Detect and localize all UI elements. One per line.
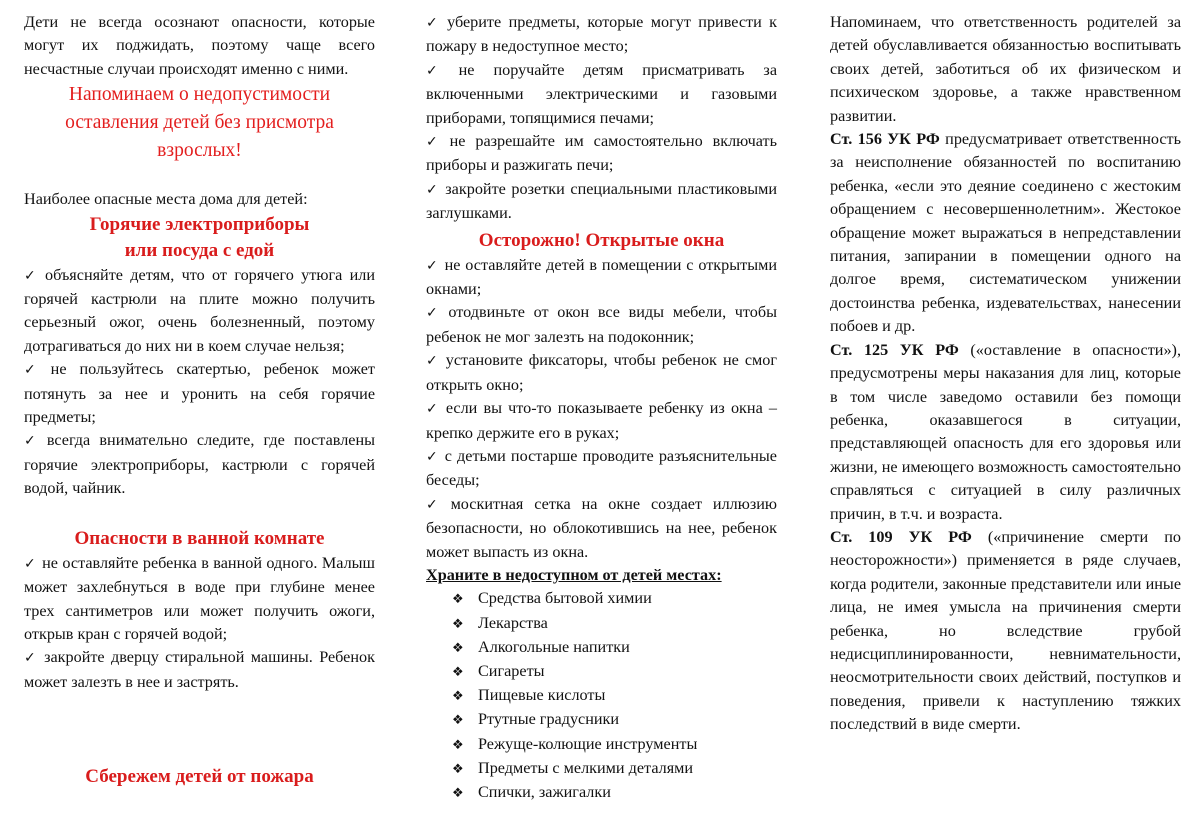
article-109-title: Ст. 109 УК РФ [830, 527, 972, 546]
hot-item: ✓ всегда внимательно следите, где поставлены горячие электроприборы, кастрюли с горячей водой, чайник. [24, 429, 375, 500]
hot-item: ✓ не пользуйтесь скатертью, ребенок может потянуть за нее и уронить на себя горячие предметы; [24, 358, 375, 429]
bath-item: ✓ не оставляйте ребенка в ванной одного. Малыш может захлебнуться в воде при глубине менее трех сантиметров или может получить ожоги, открыв кран с горячей водой; [24, 552, 375, 647]
list-item: ❖ Режуще-колющие инструменты [452, 733, 777, 757]
spacer [24, 165, 375, 188]
list-item: ❖ Ртутные градусники [452, 708, 777, 732]
article-125-text: («оставление в опасности»), предусмотрены меры наказания для лиц, которые в том числе заведомо оставили без помощи ребенка, оказавшегося в ситуации, представляющей опасность для его здоровья или жизни, не имеющего возможность самостоятельно справляться с ситуацией в силу различных причин, в т.ч. и возраста. [830, 340, 1181, 523]
list-item: ❖ Пищевые кислоты [452, 684, 777, 708]
spacer [24, 694, 375, 764]
column-3 [830, 11, 1181, 737]
article-125-title: Ст. 125 УК РФ [830, 340, 959, 359]
diamond-bullet-icon: ❖ [452, 616, 464, 632]
list-item: ❖ Спички, зажигалки [452, 781, 777, 805]
windows-item: ✓ не оставляйте детей в помещении с открытыми окнами; [426, 254, 777, 302]
diamond-bullet-icon: ❖ [452, 761, 464, 777]
list-item: ❖ Алкогольные напитки [452, 636, 777, 660]
windows-heading: Осторожно! Открытые окна [478, 229, 725, 251]
reminder-text: Напоминаем о недопустимости оставления детей без присмотра взрослых! [65, 84, 334, 162]
column-1 [24, 11, 375, 790]
windows-item: ✓ установите фиксаторы, чтобы ребенок не смог открыть окно; [426, 349, 777, 397]
responsibility-text: Напоминаем, что ответственность родителей за детей обуславливается обязанностью воспитывать своих детей, заботиться об их физическом и психическом здоровье, а также нравственном развитии. [830, 13, 1181, 125]
fire-item: ✓ уберите предметы, которые могут привести к пожару в недоступное место; [426, 11, 777, 59]
article-125 [830, 339, 1181, 526]
spacer [24, 501, 375, 524]
article-109-text: («причинение смерти по неосторожности») применяется в ряде случаев, когда родители, законные представители или иные лица, не имея умысла на причинения смерти ребенка, но вследствие грубой недисциплинированности, невнимательности, неосмотрительности своих действий, поступков и поведения, привели к наступлению тяжких последствий в виде смерти. [830, 527, 1181, 734]
hot-item: ✓ объясняйте детям, что от горячего утюга или горячей кастрюли на плите можно получить серьезный ожог, очень болезненный, поэтому дотрагиваться до них ни в коем случае нельзя; [24, 264, 375, 359]
bath-heading: Опасности в ванной комнате [74, 527, 325, 549]
hot-heading-line-1: Горячие электроприборы [89, 213, 310, 235]
windows-item: ✓ с детьми постарше проводите разъяснительные беседы; [426, 445, 777, 493]
list-item: ❖ Предметы с мелкими деталями [452, 757, 777, 781]
fire-heading: Сбережем детей от пожара [85, 766, 314, 788]
store-list [426, 587, 777, 805]
diamond-bullet-icon: ❖ [452, 664, 464, 680]
article-156-title: Ст. 156 УК РФ [830, 130, 940, 149]
diamond-bullet-icon: ❖ [452, 785, 464, 801]
diamond-bullet-icon: ❖ [452, 592, 464, 608]
diamond-bullet-icon: ❖ [452, 713, 464, 729]
fire-item: ✓ не поручайте детям присматривать за включенными электрическими и газовыми приборами, топящимися печами; [426, 59, 777, 130]
store-heading: Храните в недоступном от детей местах: [426, 565, 722, 584]
diamond-bullet-icon: ❖ [452, 640, 464, 656]
article-109 [830, 526, 1181, 737]
article-156 [830, 128, 1181, 339]
windows-item: ✓ москитная сетка на окне создает иллюзию безопасности, но облокотившись на нее, ребенок может выпасть из окна. [426, 493, 777, 564]
list-item: ❖ Лекарства [452, 612, 777, 636]
list-item: ❖ Средства бытовой химии [452, 587, 777, 611]
windows-item: ✓ отодвиньте от окон все виды мебели, чтобы ребенок не мог залезть на подоконник; [426, 301, 777, 349]
diamond-bullet-icon: ❖ [452, 689, 464, 705]
places-intro: Наиболее опасные места дома для детей: [24, 190, 308, 209]
intro-text: Дети не всегда осознают опасности, которые могут их поджидать, поэтому чаще всего несчастные случаи происходят именно с ними. [24, 13, 375, 78]
windows-item: ✓ если вы что-то показываете ребенку из окна – крепко держите его в руках; [426, 397, 777, 445]
diamond-bullet-icon: ❖ [452, 737, 464, 753]
column-2 [426, 11, 777, 805]
article-156-text: предусматривает ответственность за неисполнение обязанностей по воспитанию ребенка, «если это деяние соединено с жестоким обращением с несовершеннолетним». Жестокое обращение может выражаться в непредставлении питания, запирании в помещении одного на долгое время, систематическом унижении достоинства ребенка, издевательствах, нанесении побоев и др. [830, 130, 1181, 336]
fire-item: ✓ закройте розетки специальными пластиковыми заглушками. [426, 178, 777, 226]
list-item: ❖ Сигареты [452, 660, 777, 684]
fire-item: ✓ не разрешайте им самостоятельно включать приборы и разжигать печи; [426, 130, 777, 178]
hot-heading-line-2: или посуда с едой [124, 239, 275, 261]
bath-item: ✓ закройте дверцу стиральной машины. Ребенок может залезть в нее и застрять. [24, 646, 375, 694]
